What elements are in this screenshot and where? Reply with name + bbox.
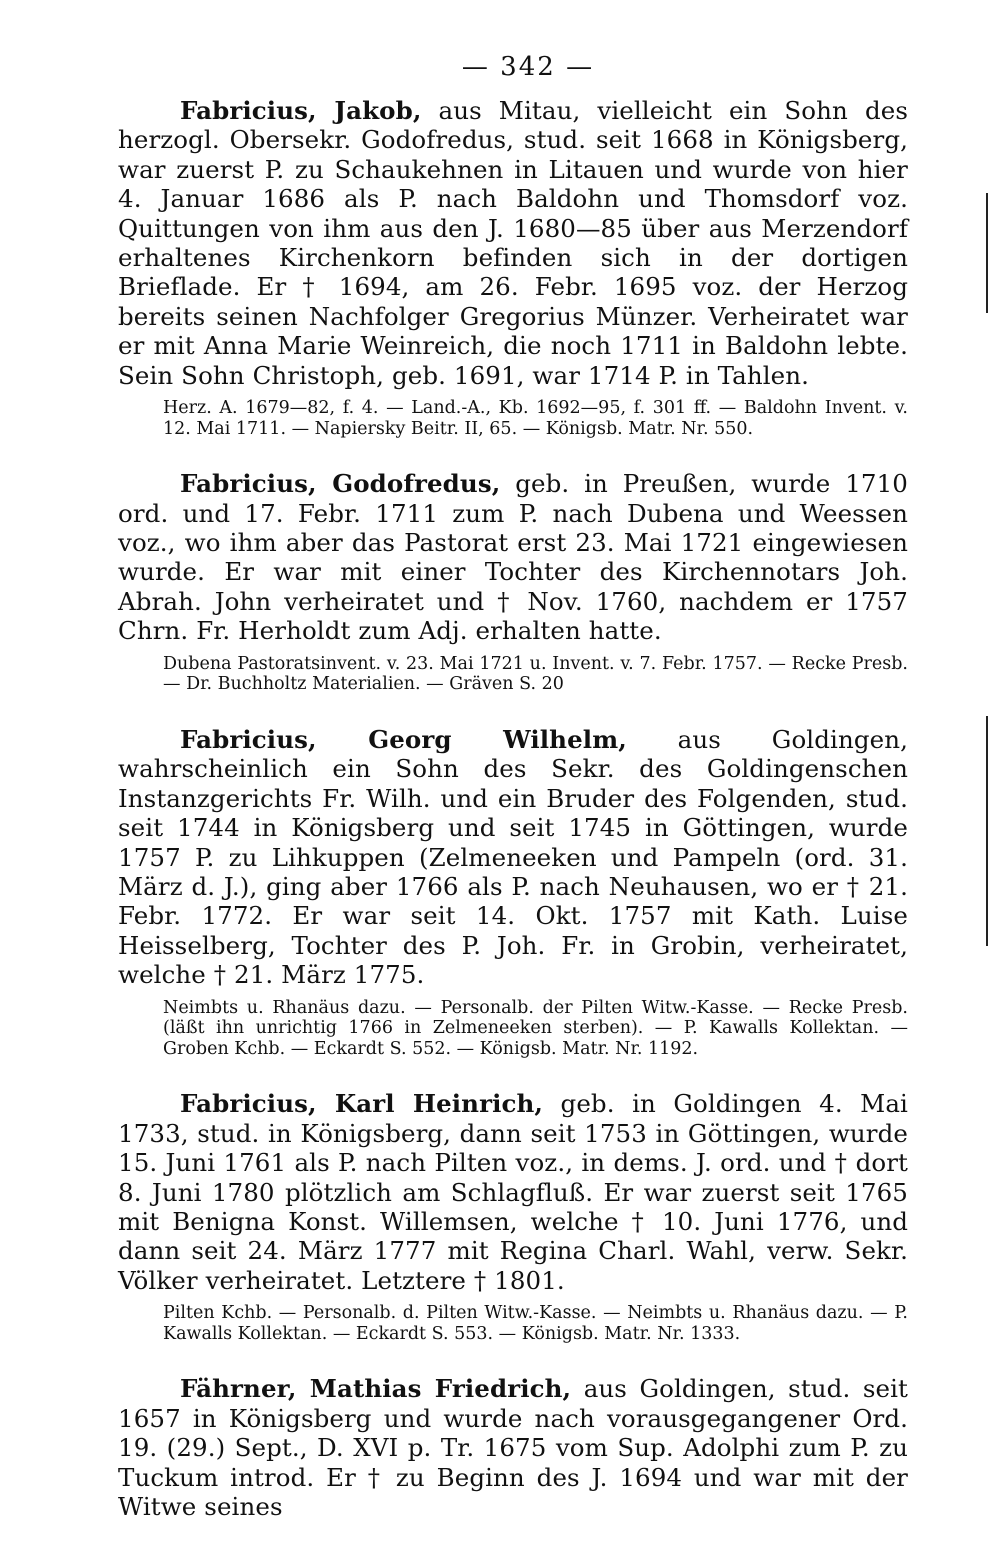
scan-edge-mark — [986, 193, 988, 313]
entry-body — [118, 1374, 908, 1521]
entry-references: Dubena Pastoratsinvent. v. 23. Mai 1721 u. Invent. v. 7. Febr. 1757. — Recke Presb. — Dr. Buchholtz Materialien. — Gräven S. 20 — [163, 653, 908, 695]
entry-name: Fabricius, Georg Wilhelm, — [180, 724, 627, 754]
entry-body — [118, 96, 908, 390]
entry-body — [118, 469, 908, 645]
scan-edge-mark — [986, 716, 988, 946]
entry-text: geb. in Goldingen 4. Mai 1733, stud. in Königsberg, dann seit 1753 in Göttingen, wurde 15. Juni 1761 als P. nach Pilten voz., in dems. J. ord. und † dort 8. Juni 1780 plötzlich am Schlagfluß. Er war zuerst seit 1765 mit Benigna Konst. Willemsen, welche † 10. Juni 1776, und dann seit 24. März 1777 mit Regina Charl. Wahl, verw. Sekr. Völker verheiratet. Letztere † 1801. — [118, 1089, 908, 1295]
entry-fabricius-godofredus — [118, 469, 908, 695]
entry-references: Neimbts u. Rhanäus dazu. — Personalb. der Pilten Witw.-Kasse. — Recke Presb. (läßt ihn unrichtig 1766 in Zelmeneeken sterben). — P. Kawalls Kollektan. — Groben Kchb. — Eckardt S. 552. — Königsb. Matr. Nr. 1192. — [163, 997, 908, 1059]
entry-fabricius-jakob — [118, 96, 908, 439]
document-page — [118, 52, 908, 1551]
entry-fabricius-georg-wilhelm — [118, 725, 908, 1059]
entry-references: Herz. A. 1679—82, f. 4. — Land.-A., Kb. 1692—95, f. 301 ff. — Baldohn Invent. v. 12. Mai 1711. — Napiersky Beitr. II, 65. — Königsb. Matr. Nr. 550. — [163, 398, 908, 439]
entry-references: Pilten Kchb. — Personalb. d. Pilten Witw.-Kasse. — Neimbts u. Rhanäus dazu. — P. Kawalls Kollektan. — Eckardt S. 553. — Königsb. Matr. Nr. 1333. — [163, 1303, 908, 1344]
entry-text: geb. in Preußen, wurde 1710 ord. und 17. Febr. 1711 zum P. nach Dubena und Weessen voz., wo ihm aber das Pastorat erst 23. Mai 1721 eingewiesen wurde. Er war mit einer Tochter des Kirchennotars Joh. Abrah. John verheiratet und † Nov. 1760, nachdem er 1757 Chrn. Fr. Herholdt zum Adj. erhalten hatte. — [118, 469, 908, 646]
entry-name: Fabricius, Jakob, — [180, 96, 422, 125]
entry-name: Fährner, Mathias Friedrich, — [180, 1374, 572, 1404]
page-number: — 342 — — [461, 52, 595, 82]
entry-text: aus Goldingen, stud. seit 1657 in Königsberg und wurde nach vorausgegangener Ord. 19. (29.) Sept., D. XVI p. Tr. 1675 vom Sup. Adolphi zum P. zu Tuckum introd. Er † zu Beginn des J. 1694 und war mit der Witwe seines — [118, 1374, 909, 1521]
entry-name: Fabricius, Karl Heinrich, — [180, 1089, 544, 1119]
entry-name: Fabricius, Godofredus, — [180, 469, 501, 499]
entry-text: aus Mitau, vielleicht ein Sohn des herzogl. Obersekr. Godofredus, stud. seit 1668 in Königsberg, war zuerst P. zu Schaukehnen in Litauen und wurde von hier 4. Januar 1686 als P. nach Baldohn und Thomsdorf voz. Quittungen von ihm aus den J. 1680—85 über aus Merzendorf erhaltenes Kirchenkorn befinden sich in der dortigen Brieflade. Er † 1694, am 26. Febr. 1695 voz. der Herzog bereits seinen Nachfolger Gregorius Münzer. Verheiratet war er mit Anna Marie Weinreich, die noch 1711 in Baldohn lebte. Sein Sohn Christoph, geb. 1691, war 1714 P. in Tahlen. — [118, 96, 908, 390]
entry-text: aus Goldingen, wahrscheinlich ein Sohn des Sekr. des Goldingenschen Instanzgerichts Fr. Wilh. und ein Bruder des Folgenden, stud. seit 1744 in Königsberg und seit 1745 in Göttingen, wurde 1757 P. zu Lihkuppen (Zelmeneeken und Pampeln (ord. 31. März d. J.), ging aber 1766 als P. nach Neuhausen, wo er † 21. Febr. 1772. Er war seit 14. Okt. 1757 mit Kath. Luise Heisselberg, Tochter des P. Joh. Fr. in Grobin, verheiratet, welche † 21. März 1775. — [118, 724, 908, 990]
entry-fabricius-karl-heinrich — [118, 1089, 908, 1344]
entry-body — [118, 1089, 908, 1295]
entry-body — [118, 725, 908, 990]
entry-faehrner-mathias-friedrich — [118, 1374, 908, 1521]
